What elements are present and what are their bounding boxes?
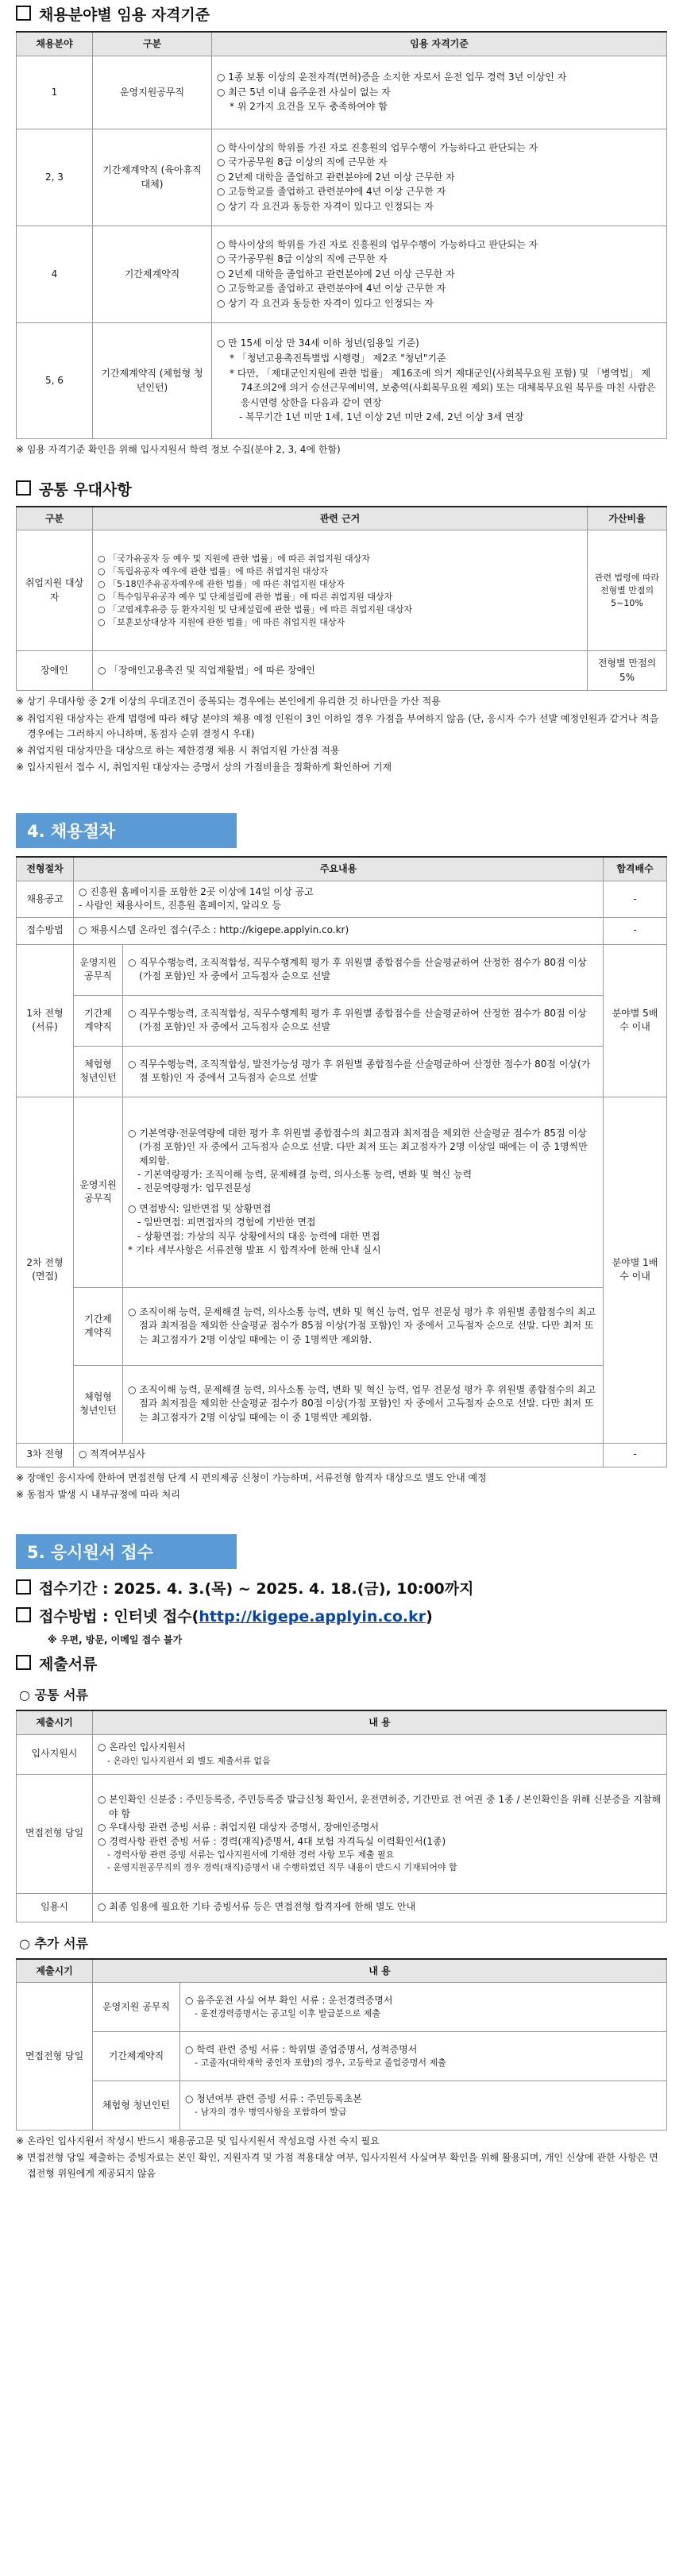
list-item: ○ 2년제 대학을 졸업하고 관련분야에 2년 이상 근무한 자 — [217, 170, 662, 185]
note-text: ※ 상기 우대사항 중 2개 이상의 우대조건이 중복되는 경우에는 본인에게 유리한 것 하나만을 가산 적용 — [16, 694, 667, 709]
note-text: ※ 취업지원 대상자만을 대상으로 하는 제한경쟁 채용 시 취업지원 가산점 적용 — [16, 743, 667, 758]
list-item: - 운영지원공무직의 경우 경력(재직)증명서 내 수행하였던 직무 내용이 반드시 기재되어야 함 — [98, 1861, 662, 1874]
table-cell: 1차 전형 (서류) — [17, 944, 74, 1097]
table-row — [17, 944, 667, 995]
list-item: - 전문역량평가: 업무전문성 — [128, 1182, 598, 1195]
documents-title: 제출서류 — [16, 1652, 667, 1674]
table-cell — [123, 995, 604, 1046]
table-row — [17, 2081, 667, 2131]
list-item: ○ 직무수행능력, 조직적합성, 직무수행계획 평가 후 위원별 종합점수를 산술평균하여 산정한 점수가 80점 이상(가점 포함)인 자 중에서 고득점자 순으로 선발 — [128, 956, 598, 984]
list-item: - 온라인 입사지원서 외 별도 제출서류 없음 — [98, 1755, 662, 1768]
list-item: ○ 「5·18민주유공자예우에 관한 법률」에 따른 취업지원 대상자 — [98, 578, 582, 591]
list-item: ○ 적격여부심사 — [79, 1448, 598, 1461]
table-header-cell: 제출시기 — [17, 1710, 93, 1734]
section-title-qualifications: 채용분야별 임용 자격기준 — [16, 3, 667, 25]
table-cell — [93, 530, 588, 651]
list-item: ○ 온라인 입사지원서 — [98, 1741, 662, 1754]
table-cell: 2차 전형 (면접) — [17, 1097, 74, 1443]
table-row — [17, 129, 667, 226]
table-row — [17, 56, 667, 129]
table-row — [17, 651, 667, 691]
table-cell: 운영지원 공무직 — [74, 944, 123, 995]
table-header-cell: 가산비율 — [588, 507, 667, 530]
table-header-cell: 구분 — [17, 507, 93, 530]
table-cell — [123, 1097, 604, 1287]
table-cell: 5, 6 — [17, 322, 93, 438]
section-title-preferences: 공통 우대사항 — [16, 478, 667, 499]
table-cell — [74, 917, 604, 944]
list-item: ○ 최근 5년 이내 음주운전 사실이 없는 자 — [217, 85, 662, 100]
table-cell — [123, 1287, 604, 1365]
table-row — [17, 1287, 667, 1365]
table-cell: 분야별 5배수 이내 — [604, 944, 667, 1097]
table-cell: 채용공고 — [17, 881, 74, 917]
note-text: ※ 장애인 응시자에 한하여 면접전형 단계 시 편의제공 신청이 가능하며, 서류전형 합격자 대상으로 별도 안내 예정 — [16, 1471, 667, 1486]
checkbox-square-icon — [16, 1579, 31, 1595]
list-item: ○ 본인확인 신분증 : 주민등록증, 주민등록증 발급신청 확인서, 운전면허증, 기간만료 전 여권 중 1종 / 본인확인을 위해 신분증을 지참해야 함 — [98, 1793, 662, 1821]
list-item: - 고졸자(대학재학 중인자 포함)의 경우, 고등학교 졸업증명서 제출 — [185, 2057, 662, 2069]
list-item: ○ 면접방식: 일반면접 및 상황면접 — [128, 1202, 598, 1216]
list-item: ○ 국가공무원 8급 이상의 직에 근무한 자 — [217, 252, 662, 267]
table-row — [17, 995, 667, 1046]
section-banner-application: 5. 응시원서 접수 — [16, 1534, 237, 1569]
table-cell — [123, 1365, 604, 1443]
list-item: * 다만, 「제대군인지원에 관한 법률」 제16조에 의거 제대군인(사회복무요원 포함) 및 「병역법」 제74조의2에 의거 승선근무예비역, 보충역(사회복무요원 제외) 또는 대체복무요원 복무를 마친 사람은 응시연령 상한을 다음과 같이 연장 — [217, 366, 662, 411]
list-item: ○ 경력사항 관련 증빙 서류 : 경력(재직)증명서, 4대 보험 자격득실 이력확인서(1종) — [98, 1835, 662, 1849]
table-header-cell: 구분 — [93, 32, 212, 56]
table-cell: 면접전형 당일 — [17, 1774, 93, 1893]
table-header-cell: 내 용 — [93, 1959, 667, 1983]
section-banner-procedure: 4. 채용절차 — [16, 813, 237, 848]
table-cell — [93, 1774, 667, 1893]
table-row — [17, 1097, 667, 1287]
common-docs-title: ○ 공통 서류 — [19, 1687, 88, 1703]
common-docs-table — [16, 1710, 667, 1922]
list-item: ○ 「보훈보상대상자 지원에 관한 법률」에 따른 취업지원 대상자 — [98, 616, 582, 629]
table-cell — [93, 1734, 667, 1774]
table-cell — [93, 1893, 667, 1922]
table-cell: 기간제 계약직 — [74, 995, 123, 1046]
table-cell — [212, 129, 667, 226]
list-item: - 경력사항 관련 증빙 서류는 입사지원서에 기재한 경력 사항 모두 제출 필요 — [98, 1849, 662, 1861]
list-item: ○ 상기 각 요건과 동등한 자격이 있다고 인정되는 자 — [217, 296, 662, 311]
table-cell: 기간제계약직 — [93, 2032, 180, 2081]
table-row — [17, 530, 667, 651]
table-row — [17, 1046, 667, 1097]
table-cell: 체험형 청년인턴 — [74, 1365, 123, 1443]
table-cell: 장애인 — [17, 651, 93, 691]
list-item: - 일반면접: 피면접자의 경험에 기반한 면접 — [128, 1216, 598, 1229]
table-row — [17, 1710, 667, 1734]
table-cell — [212, 226, 667, 322]
table-cell: 체험형 청년인턴 — [74, 1046, 123, 1097]
list-item: ○ 음주운전 사실 여부 확인 서류 : 운전경력증명서 — [185, 1994, 662, 2007]
table-cell: 면접전형 당일 — [17, 1983, 93, 2131]
table-cell: 체험형 청년인턴 — [93, 2081, 180, 2131]
table-row — [17, 226, 667, 322]
table-row — [17, 1774, 667, 1893]
table-row — [17, 881, 667, 917]
table-row — [17, 32, 667, 56]
list-item: ○ 2년제 대학을 졸업하고 관련분야에 2년 이상 근무한 자 — [217, 267, 662, 282]
table-cell: 취업지원 대상자 — [17, 530, 93, 651]
list-item: ○ 고등학교를 졸업하고 관련분야에 4년 이상 근무한 자 — [217, 184, 662, 199]
table-cell — [180, 1983, 667, 2032]
table-row — [17, 322, 667, 438]
note-text: ※ 임용 자격기준 확인을 위해 입사지원서 학력 정보 수집(분야 2, 3, 4에 한함) — [16, 442, 667, 457]
list-item: - 사람인 채용사이트, 진흥원 홈페이지, 알리오 등 — [79, 899, 598, 912]
additional-docs-table — [16, 1958, 667, 2131]
application-period: 접수기간 : 2025. 4. 3.(목) ~ 2025. 4. 18.(금), 10:00까지 — [16, 1577, 667, 1598]
table-cell — [74, 881, 604, 917]
note-text: ※ 취업지원 대상자는 관계 법령에 따라 해당 분야의 채용 예정 인원이 3인 이하일 경우 가점을 부여하지 않음 (단, 응시자 수가 선발 예정인원과 같거나 적을 경우에는 그러하지 아니하며, 동점자 순위 결정시 우대) — [16, 711, 667, 742]
list-item: - 기본역량평가: 조직이해 능력, 문제해결 능력, 의사소통 능력, 변화 및 혁신 능력 — [128, 1168, 598, 1182]
list-item: - 상황면접: 가상의 직무 상황에서의 대응 능력에 대한 면접 — [128, 1230, 598, 1244]
list-item: ○ 상기 각 요건과 동등한 자격이 있다고 인정되는 자 — [217, 199, 662, 214]
list-item: ○ 「국가유공자 등 예우 및 지원에 관한 법률」에 따른 취업지원 대상자 — [98, 553, 582, 565]
table-cell — [180, 2081, 667, 2131]
list-item: ○ 기본역량·전문역량에 대한 평가 후 위원별 종합점수의 최고점과 최저점을 제외한 산술평균 점수가 85점 이상(가점 포함)인 자 중에서 고득점자 순으로 선발. 다만 최저 또는 최고점자가 2명 이상일 때에는 이 중 1명씩만 제외함. — [128, 1127, 598, 1168]
table-cell: 접수방법 — [17, 917, 74, 944]
additional-docs-title: ○ 추가 서류 — [19, 1935, 88, 1951]
table-cell: 임용시 — [17, 1893, 93, 1922]
table-cell: 기간제계약직 (체험형 청년인턴) — [93, 322, 212, 438]
document-page: 채용분야별 임용 자격기준 채용분야 구분 임용 자격기준 1 운영지원공무직 ○ 1종 보통 이상의 운전자격(면허)증을 소지한 자로서 운전 업무 경력 3년 이상인 자 ○ 최근 5년 이내 음주운전 사실이 없는 자 * 위 2가지 요건을 모두 충족하여야 함 2, 3 기간제계약직 (육아휴직 대체) ○ 학사이상의 학위를 가진 자로 진흥원의 업무수행이 가능하다고 판단되는 자 ○ 국가공무원 8급 이상의 직에 근무한 자 ○ 2년제 대학을 졸업하고 관련분야에 2년 이상 근무한 자 ○ 고등학교를 졸업하고 관련분야에 4년 이상 근무한 자 ○ 상기 각 요건과 동등한 자격이 있다고 인정되는 자 4 기간제계약직 ○ 학사이상의 학위를 가진 자로 진흥원의 업무수행이 가능하다고 판단되는 자 ○ 국가공무원 8급 이상의 직에 근무한 자 ○ 2년제 대학을 졸업하고 관련분야에 2년 이상 근무한 자 ○ 고등학교를 졸업하고 관련분야에 4년 이상 근무한 자 ○ 상기 각 요건과 동등한 자격이 있다고 인정되는 자 5, 6 기간제계약직 (체험형 청년인턴) ○ 만 15세 이상 만 34세 이하 청년(임용일 기준) * 「청년고용촉진특별법 시행령」 제2조 "청년"기준 * 다만, 「제대군인지원에 관한 법률」 제16조에 의거 제대군인(사회복무요원 포함) 및 「병역법」 제74조의2에 의거 승선근무예비역, 보충역(사회복무요원 제외) 또는 대체복무요원 복무를 마친 사람은 응시연령 상한을 다음과 같이 연장 - 복무기간 1년 미만 1세, 1년 이상 2년 미만 2세, 2년 이상 3세 연장 ※ 임용 자격기준 확인을 위해 입사지원서 학력 정보 수집(분야 2, 3, 4에 한함) 공통 우대사항 구분 관련 근거 가산비율 취업지원 대상자 ○ 「국가유공자 등 예우 및 지원에 관한 법률」에 따른 취업지원 대상자 ○ 「독립유공자 예우에 관한 법률」에 따른 취업지원 대상자 ○ 「5·18민주유공자예우에 관한 법률」에 따른 취업지원 대상자 ○ 「특수임무유공자 예우 및 단체설립에 관한 법률」에 따른 취업지원 대상자 ○ 「고엽제후유증 등 환자지원 및 단체설립에 관한 법률」에 따른 취업지원 대상자 ○ 「보훈보상대상자 지원에 관한 법률」에 따른 취업지원 대상자 관련 법령에 따라 전형별 만점의 5~10% 장애인 ○ 「장애인고용촉진 및 직업재활법」에 따른 장애인 전형별 만점의 5% ※ 상기 우대사항 중 2개 이상의 우대조건이 중복되는 경우에는 본인에게 유리한 것 하나만을 가산 적용 ※ 취업지원 대상자는 관계 법령에 따라 해당 분야의 채용 예정 인원이 3인 이하일 경우 가점을 부여하지 않음 (단, 응시자 수가 선발 예정인원과 같거나 적을 경우에는 그러하지 아니하며, 동점자 순위 결정시 우대) ※ 취업지원 대상자만을 대상으로 하는 제한경쟁 채용 시 취업지원 가산점 적용 ※ 입사지원서 접수 시, 취업지원 대상자는 증명서 상의 가점비율을 정확하게 확인하여 기재 4. 채용절차 전형절차 주요내용 합격배수 채용공고 ○ 진흥원 홈페이지를 포함한 2곳 이상에 14일 이상 공고 - 사람인 채용사이트, 진흥원 홈페이지, 알리오 등 - 접수방법 ○ 채용시스템 온라인 접수(주소 : http://kigepe.applyin.co.kr) - 1차 전형 (서류) 운영지원 공무직 ○ 직무수행능력, 조직적합성, 직무수행계획 평가 후 위원별 종합점수를 산술평균하여 산정한 점수가 80점 이상(가점 포함)인 자 중에서 고득점자 순으로 선발 분야별 5배수 이내 기간제 계약직 ○ 직무수행능력, 조직적합성, 직무수행계획 평가 후 위원별 종합점수를 산술평균하여 산정한 점수가 80점 이상(가점 포함)인 자 중에서 고득점자 순으로 선발 체험형 청년인턴 ○ 직무수행능력, 조직적합성, 발전가능성 평가 후 위원별 종합점수를 산술평균하여 산정한 점수가 80점 이상(가점 포함)인 자 중에서 고득점자 순으로 선발 2차 전형 (면접) 운영지원 공무직 ○ 기본역량·전문역량에 대한 평가 후 위원별 종합점수의 최고점과 최저점을 제외한 산술평균 점수가 85점 이상(가점 포함)인 자 중에서 고득점자 순으로 선발. 다만 최저 또는 최고점자가 2명 이상일 때에는 이 중 1명씩만 제외함. - 기본역량평가: 조직이해 능력, 문제해결 능력, 의사소통 능력, 변화 및 혁신 능력 - 전문역량평가: 업무전문성 ○ 면접방식: 일반면접 및 상황면접 - 일반면접: 피면접자의 경험에 기반한 면접 - 상황면접: 가상의 직무 상황에서의 대응 능력에 대한 면접 * 기타 세부사항은 서류전형 발표 시 합격자에 한해 안내 실시 분야별 1배수 이내 기간제 계약직 ○ 조직이해 능력, 문제해결 능력, 의사소통 능력, 변화 및 혁신 능력, 업무 전문성 평가 후 위원별 종합점수의 최고점과 최저점을 제외한 산술평균 점수가 85점 이상(가점 포함)인 자 중에서 고득점자 순으로 선발. 다만 최저 또는 최고점자가 2명 이상일 때에는 이 중 1명씩만 제외함. 체험형 청년인턴 ○ 조직이해 능력, 문제해결 능력, 의사소통 능력, 변화 및 혁신 능력, 업무 전문성 평가 후 위원별 종합점수의 최고점과 최저점을 제외한 산술평균 점수가 80점 이상(가점 포함)인 자 중에서 고득점자 순으로 선발. 다만 최저 또는 최고점자가 2명 이상일 때에는 이 중 1명씩만 제외함. 3차 전형 ○ 적격여부심사 - ※ 장애인 응시자에 한하여 면접전형 단계 시 편의제공 신청이 가능하며, 서류전형 합격자 대상으로 별도 안내 예정 ※ 동점자 발생 시 내부규정에 따라 처리 5. 응시원서 접수 접수기간 : 2025. 4. 3.(목) ~ 2025. 4. 18.(금), 10:00까지 접수방법 : 인터넷 접수(http://kigepe.applyin.co.kr) ※ 우편, 방문, 이메일 접수 불가 제출서류 ○ 공통 서류 제출시기 내 용 입사지원시 ○ 온라인 입사지원서 - 온라인 입사지원서 외 별도 제출서류 없음 면접전형 당일 ○ 본인확인 신분증 : 주민등록증, 주민등록증 발급신청 확인서, 운전면허증, 기간만료 전 여권 중 1종 / 본인확인을 위해 신분증을 지참해야 함 ○ 우대사항 관련 증빙 서류 : 취업지원 대상자 증명서, 장애인증명서 ○ 경력사항 관련 증빙 서류 : 경력(재직)증명서, 4대 보험 자격득실 이력확인서(1종) - 경력사항 관련 증빙 서류는 입사지원서에 기재한 경력 사항 모두 제출 필요 - 운영지원공무직의 경우 경력(재직)증명서 내 수행하였던 직무 내용이 반드시 기재되어야 함 임용시 ○ 최종 임용에 필요한 기타 증빙서류 등은 면접전형 합격자에 한해 별도 안내 ○ 추가 서류 제출시기 내 용 면접전형 당일 운영지원 공무직 ○ 음주운전 사실 여부 확인 서류 : 운전경력증명서 - 운전경력증명서는 공고일 이후 발급분으로 제출 기간제계약직 ○ 학력 관련 증빙 서류 : 학위별 졸업증명서, 성적증명서 - 고졸자(대학재학 중인자 포함)의 경우, 고등학교 졸업증명서 제출 체험형 청년인턴 ○ 청년여부 관련 증빙 서류 : 주민등록초본 - 남자의 경우 병역사항을 포함하여 발급 ※ 온라인 입사지원서 작성시 반드시 채용공고문 및 입사지원서 작성요령 사전 숙지 필요 ※ 면접전형 당일 제출하는 증빙자료는 본인 확인, 지원자격 및 가점 적용대상 여부, 입사지원서 사실여부 확인을 위해 활용되며, 개인 신상에 관한 사항은 면접전형 위원에게 제공되지 않음 — [16, 3, 667, 2181]
list-item: ○ 직무수행능력, 조직적합성, 발전가능성 평가 후 위원별 종합점수를 산술평균하여 산정한 점수가 80점 이상(가점 포함)인 자 중에서 고득점자 순으로 선발 — [128, 1058, 598, 1086]
table-cell — [180, 2032, 667, 2081]
table-header-cell: 주요내용 — [74, 857, 604, 881]
table-cell — [212, 322, 667, 438]
list-item: ○ 「고엽제후유증 등 환자지원 및 단체설립에 관한 법률」에 따른 취업지원 대상자 — [98, 604, 582, 616]
list-item: ○ 조직이해 능력, 문제해결 능력, 의사소통 능력, 변화 및 혁신 능력, 업무 전문성 평가 후 위원별 종합점수의 최고점과 최저점을 제외한 산술평균 점수가 80점 이상(가점 포함)인 자 중에서 고득점자 순으로 선발. 다만 최저 또는 최고점자가 2명 이상일 때에는 이 중 1명씩만 제외함. — [128, 1383, 598, 1425]
table-cell: 운영지원 공무직 — [74, 1097, 123, 1287]
list-item: ○ 채용시스템 온라인 접수(주소 : http://kigepe.applyin.co.kr) — [79, 924, 598, 937]
table-row — [17, 2032, 667, 2081]
list-item: ○ 조직이해 능력, 문제해결 능력, 의사소통 능력, 변화 및 혁신 능력, 업무 전문성 평가 후 위원별 종합점수의 최고점과 최저점을 제외한 산술평균 점수가 85점 이상(가점 포함)인 자 중에서 고득점자 순으로 선발. 다만 최저 또는 최고점자가 2명 이상일 때에는 이 중 1명씩만 제외함. — [128, 1305, 598, 1347]
list-item: ○ 국가공무원 8급 이상의 직에 근무한 자 — [217, 155, 662, 170]
list-item: ○ 최종 임용에 필요한 기타 증빙서류 등은 면접전형 합격자에 한해 별도 안내 — [98, 1900, 662, 1914]
table-row — [17, 1959, 667, 1983]
list-item: ○ 「독립유공자 예우에 관한 법률」에 따른 취업지원 대상자 — [98, 565, 582, 578]
table-header-cell: 합격배수 — [604, 857, 667, 881]
table-row — [17, 507, 667, 530]
table-cell: 운영지원 공무직 — [93, 1983, 180, 2032]
table-cell: 3차 전형 — [17, 1443, 74, 1467]
list-item: ○ 학사이상의 학위를 가진 자로 진흥원의 업무수행이 가능하다고 판단되는 자 — [217, 141, 662, 156]
list-item: ○ 진흥원 홈페이지를 포함한 2곳 이상에 14일 이상 공고 — [79, 885, 598, 899]
list-item: ○ 만 15세 이상 만 34세 이하 청년(임용일 기준) — [217, 336, 662, 351]
table-cell: 기간제 계약직 — [74, 1287, 123, 1365]
table-row — [17, 1365, 667, 1443]
checkbox-square-icon — [16, 6, 31, 21]
note-text: ※ 동점자 발생 시 내부규정에 따라 처리 — [16, 1487, 667, 1502]
table-cell: 관련 법령에 따라 전형별 만점의 5~10% — [588, 530, 667, 651]
list-item: ○ 「특수임무유공자 예우 및 단체설립에 관한 법률」에 따른 취업지원 대상자 — [98, 591, 582, 604]
list-item: - 운전경력증명서는 공고일 이후 발급분으로 제출 — [185, 2007, 662, 2020]
table-cell: 2, 3 — [17, 129, 93, 226]
table-cell — [123, 944, 604, 995]
table-header-cell: 전형절차 — [17, 857, 74, 881]
note-text: ※ 온라인 입사지원서 작성시 반드시 채용공고문 및 입사지원서 작성요령 사전 숙지 필요 — [16, 2134, 667, 2149]
table-cell: - — [604, 1443, 667, 1467]
list-item: ○ 학사이상의 학위를 가진 자로 진흥원의 업무수행이 가능하다고 판단되는 자 — [217, 237, 662, 253]
procedure-table — [16, 856, 667, 1467]
table-cell: 운영지원공무직 — [93, 56, 212, 129]
table-cell: 전형별 만점의 5% — [588, 651, 667, 691]
table-cell: 기간제계약직 (육아휴직 대체) — [93, 129, 212, 226]
table-header-cell: 임용 자격기준 — [212, 32, 667, 56]
table-header-cell: 관련 근거 — [93, 507, 588, 530]
application-method: 접수방법 : 인터넷 접수(http://kigepe.applyin.co.kr) — [16, 1605, 667, 1626]
table-cell: - — [604, 917, 667, 944]
preference-table — [16, 506, 667, 692]
table-cell: 분야별 1배수 이내 — [604, 1097, 667, 1443]
table-row — [17, 1983, 667, 2032]
list-item: ○ 「장애인고용촉진 및 직업재활법」에 따른 장애인 — [98, 664, 582, 677]
list-item: * 기타 세부사항은 서류전형 발표 시 합격자에 한해 안내 실시 — [128, 1244, 598, 1257]
note-text: ※ 입사지원서 접수 시, 취업지원 대상자는 증명서 상의 가점비율을 정확하게 확인하여 기재 — [16, 760, 667, 775]
checkbox-square-icon — [16, 1655, 31, 1670]
table-row — [17, 1734, 667, 1774]
table-header-cell: 채용분야 — [17, 32, 93, 56]
checkbox-square-icon — [16, 1607, 31, 1622]
list-item: ○ 1종 보통 이상의 운전자격(면허)증을 소지한 자로서 운전 업무 경력 3년 이상인 자 — [217, 70, 662, 85]
table-cell: 기간제계약직 — [93, 226, 212, 322]
list-item: ○ 우대사항 관련 증빙 서류 : 취업지원 대상자 증명서, 장애인증명서 — [98, 1821, 662, 1834]
list-item: * 위 2가지 요건을 모두 충족하여야 함 — [217, 99, 662, 114]
list-item: ○ 청년여부 관련 증빙 서류 : 주민등록초본 — [185, 2092, 662, 2106]
table-header-cell: 내 용 — [93, 1710, 667, 1734]
note-text: ※ 면접전형 당일 제출하는 증빙자료는 본인 확인, 지원자격 및 가점 적용대상 여부, 입사지원서 사실여부 확인을 위해 활용되며, 개인 신상에 관한 사항은 면접전형 위원에게 제공되지 않음 — [16, 2150, 667, 2181]
list-item: ○ 직무수행능력, 조직적합성, 직무수행계획 평가 후 위원별 종합점수를 산술평균하여 산정한 점수가 80점 이상(가점 포함)인 자 중에서 고득점자 순으로 선발 — [128, 1007, 598, 1035]
application-site-link[interactable]: http://kigepe.applyin.co.kr — [199, 1608, 426, 1626]
table-cell: 1 — [17, 56, 93, 129]
qualification-table — [16, 31, 667, 439]
table-row — [17, 917, 667, 944]
checkbox-square-icon — [16, 480, 31, 496]
list-item: ○ 고등학교를 졸업하고 관련분야에 4년 이상 근무한 자 — [217, 281, 662, 296]
table-header-cell: 제출시기 — [17, 1959, 93, 1983]
table-row — [17, 857, 667, 881]
table-cell — [123, 1046, 604, 1097]
table-cell — [74, 1443, 604, 1467]
table-row — [17, 1893, 667, 1922]
table-cell — [212, 56, 667, 129]
table-cell: 입사지원시 — [17, 1734, 93, 1774]
table-row — [17, 1443, 667, 1467]
list-item: - 남자의 경우 병역사항을 포함하여 발급 — [185, 2106, 662, 2119]
table-cell — [93, 651, 588, 691]
table-cell: 4 — [17, 226, 93, 322]
list-item: * 「청년고용촉진특별법 시행령」 제2조 "청년"기준 — [217, 351, 662, 366]
list-item: ○ 학력 관련 증빙 서류 : 학위별 졸업증명서, 성적증명서 — [185, 2043, 662, 2057]
list-item: - 복무기간 1년 미만 1세, 1년 이상 2년 미만 2세, 2년 이상 3세 연장 — [217, 410, 662, 425]
table-cell: - — [604, 881, 667, 917]
